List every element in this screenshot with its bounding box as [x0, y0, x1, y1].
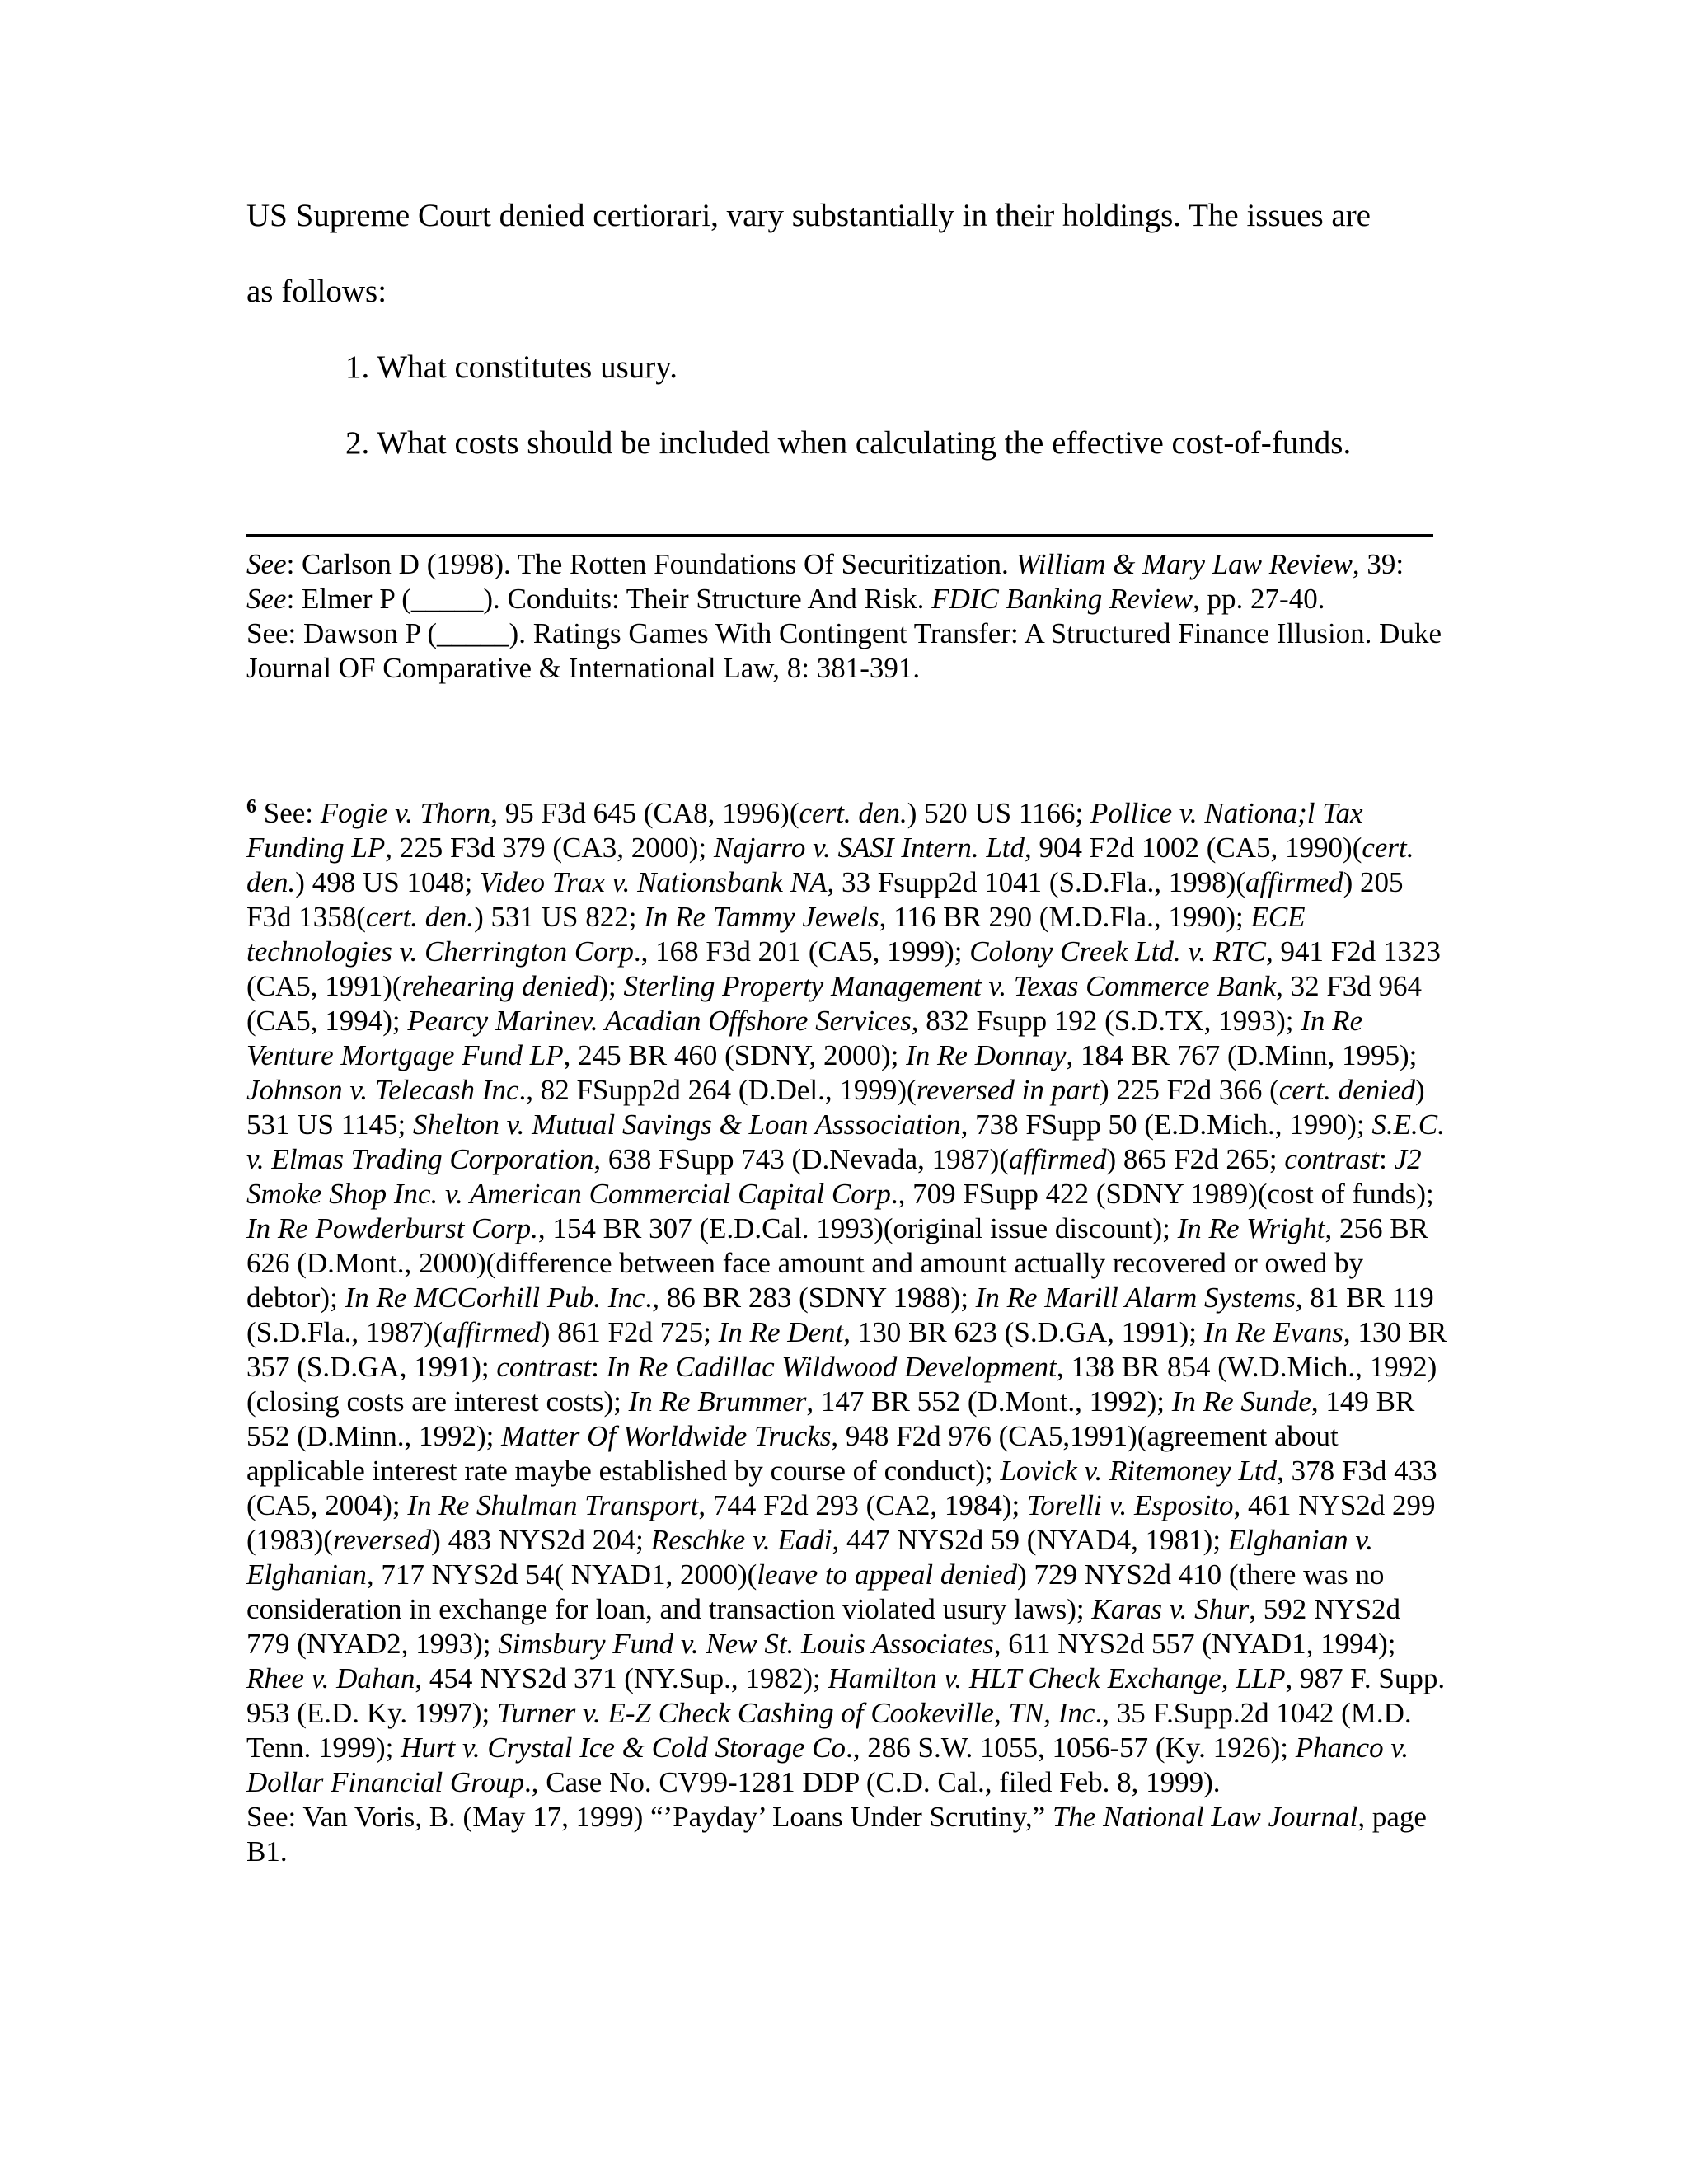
italic-run: Lovick v. Ritemoney Ltd	[1000, 1455, 1278, 1487]
text-run: , 184 BR 767 (D.Minn, 1995);	[1066, 1039, 1418, 1071]
italic-run: Torelli v. Esposito	[1026, 1489, 1234, 1521]
text-run: , 904 F2d 1002 (CA5, 1990)(	[1025, 832, 1362, 864]
text-run: , 116 BR 290 (M.D.Fla., 1990);	[879, 901, 1251, 933]
italic-run: In Re Evans	[1203, 1316, 1343, 1348]
text-run: ) 865 F2d 265;	[1106, 1143, 1285, 1175]
italic-run: In Re Marill Alarm Systems	[975, 1282, 1296, 1314]
italic-run: cert. den.	[365, 901, 475, 933]
text-run: , 154 BR 307 (E.D.Cal. 1993)(original issue discount);	[537, 1212, 1178, 1244]
text-run: 717 NYS2d 54( NYAD1, 2000)(	[373, 1558, 757, 1591]
italic-run: In Re Venture Mortgage Fund LP	[246, 1005, 1363, 1071]
italic-run: reversed in part	[916, 1074, 1100, 1106]
text-run: , pp. 27-40.	[1193, 583, 1325, 615]
text-run: , 447 NYS2d 59 (NYAD4, 1981);	[832, 1524, 1228, 1556]
text-run: , 39:	[1352, 548, 1404, 580]
text-run: , 256 BR 626 (D.Mont., 2000)(difference between face amount and amount actually recovered or owed by debtor);	[246, 1212, 1428, 1314]
footnote-6-text	[246, 790, 1450, 1800]
footnote-6-see-also	[246, 1800, 1450, 1869]
footnote-reference	[246, 616, 1450, 686]
footnote-6-citations	[246, 797, 1447, 1798]
italic-run: See	[246, 583, 287, 615]
italic-run: rehearing denied	[401, 970, 599, 1002]
text-run: ) 520 US 1166;	[907, 797, 1091, 829]
italic-run: In Re Cadillac Wildwood Development	[606, 1351, 1057, 1383]
text-run: , 130 BR 623 (S.D.GA, 1991);	[843, 1316, 1204, 1348]
italic-run: The National Law Journal	[1052, 1801, 1358, 1833]
text-run: , 638 FSupp 743 (D.Nevada, 1987)(	[593, 1143, 1009, 1175]
text-run: , 948 F2d 976 (CA5,1991)(agreement about applicable interest rate maybe established by course of conduct);	[246, 1420, 1339, 1487]
text-run: , 32 F3d 964 (CA5, 1994);	[246, 970, 1423, 1037]
text-run: ., 168 F3d 201 (CA5, 1999);	[633, 935, 970, 968]
text-run: );	[598, 970, 624, 1002]
italic-run: Najarro v. SASI Intern. Ltd	[713, 832, 1025, 864]
text-run: See:	[256, 797, 321, 829]
text-run: : Elmer P (_____). Conduits: Their Structure And Risk.	[286, 583, 932, 615]
body-paragraph-line: as follows:	[246, 274, 387, 309]
text-run: ., 35 F.Supp.2d 1042 (M.D. Tenn. 1999);	[246, 1697, 1412, 1764]
italic-run: Video Trax v. Nationsbank NA	[479, 866, 828, 898]
text-run: ., 286 S.W. 1055, 1056-57 (Ky. 1926);	[845, 1732, 1296, 1764]
text-run: ., 709 FSupp 422 (SDNY 1989)(cost of funds);	[890, 1178, 1434, 1210]
italic-run: In Re Wright	[1177, 1212, 1325, 1244]
text-run: ) 531 US 1145;	[246, 1074, 1425, 1141]
text-run: , 149 BR 552 (D.Minn., 1992);	[246, 1385, 1415, 1452]
text-run: ) 729 NYS2d 410 (there was no consideration in exchange for loan, and transaction violated usury laws);	[246, 1558, 1385, 1625]
italic-run: In Re Sunde	[1171, 1385, 1311, 1418]
footnote-reference	[246, 582, 1450, 616]
italic-run: Sterling Property Management v. Texas Commerce Bank	[623, 970, 1277, 1002]
text-run: , 245 BR 460 (SDNY, 2000);	[563, 1039, 907, 1071]
italic-run: affirmed	[1245, 866, 1343, 898]
italic-run: reversed	[332, 1524, 432, 1556]
italic-run: Rhee v. Dahan	[246, 1662, 415, 1694]
text-run: , 611 NYS2d 557 (NYAD1, 1994);	[993, 1628, 1396, 1660]
italic-run: FDIC Banking Review	[931, 583, 1193, 615]
italic-run: Reschke v. Eadi	[650, 1524, 832, 1556]
italic-run: TN, Inc	[1008, 1697, 1095, 1729]
footnote-6	[246, 790, 1450, 1869]
italic-run: Pollice v. Nationa;l Tax Funding LP	[246, 797, 1363, 864]
italic-run: cert. den.	[799, 797, 907, 829]
text-run: , 130 BR 357 (S.D.GA, 1991);	[246, 1316, 1447, 1383]
text-run: ) 205 F3d 1358(	[246, 866, 1404, 933]
text-run: , 138 BR 854 (W.D.Mich., 1992)(closing costs are interest costs);	[246, 1351, 1437, 1418]
text-run: , 738 FSupp 50 (E.D.Mich., 1990);	[960, 1108, 1372, 1141]
text-run: ., Case No. CV99-1281 DDP (C.D. Cal., filed Feb. 8, 1999).	[524, 1766, 1221, 1798]
italic-run: In Re Donnay	[906, 1039, 1067, 1071]
italic-run: In Re Brummer	[628, 1385, 807, 1418]
footnote-marker: 6	[246, 796, 256, 818]
text-run: , 454 NYS2d 371 (NY.Sup., 1982);	[415, 1662, 828, 1694]
italic-run: In Re Shulman Transport	[407, 1489, 699, 1521]
text-run: ) 531 US 822;	[474, 901, 645, 933]
italic-run: In Re Powderburst Corp.	[246, 1212, 538, 1244]
text-run: :	[1379, 1143, 1395, 1175]
italic-run: Colony Creek Ltd. v. RTC	[969, 935, 1266, 968]
text-run: See: Van Voris, B. (May 17, 1999) “’Payday’ Loans Under Scrutiny,”	[246, 1801, 1053, 1833]
italic-run: leave to appeal denied	[757, 1558, 1018, 1591]
body-paragraph-line: US Supreme Court denied certiorari, vary substantially in their holdings. The issues are	[246, 198, 1371, 233]
text-run: ., 82 FSupp2d 264 (D.Del., 1999)(	[518, 1074, 917, 1106]
text-run: , 81 BR 119 (S.D.Fla., 1987)(	[246, 1282, 1434, 1348]
footnote-separator	[246, 534, 1433, 537]
italic-run: ECE technologies v. Cherrington Corp	[246, 901, 1306, 968]
footnote-continuation	[246, 547, 1450, 686]
italic-run: affirmed	[1008, 1143, 1107, 1175]
italic-run: Matter Of Worldwide Trucks	[501, 1420, 832, 1452]
text-run: , 147 BR 552 (D.Mont., 1992);	[806, 1385, 1172, 1418]
italic-run: Fogie v. Thorn	[320, 797, 491, 829]
text-run: : Carlson D (1998). The Rotten Foundations Of Securitization.	[286, 548, 1016, 580]
text-run: , 461 NYS2d 299 (1983)(	[246, 1489, 1436, 1556]
text-run: ) 861 F2d 725;	[540, 1316, 719, 1348]
issue-list-item-1: 1. What constitutes usury.	[345, 349, 678, 385]
text-run: , 744 F2d 293 (CA2, 1984);	[698, 1489, 1027, 1521]
italic-run: Pearcy Marinev. Acadian Offshore Services	[407, 1005, 912, 1037]
issue-list-item-2: 2. What costs should be included when calculating the effective cost-of-funds.	[345, 425, 1352, 461]
italic-run: cert. denied	[1278, 1074, 1415, 1106]
text-run: See: Dawson P (_____). Ratings Games With Contingent Transfer: A Structured Finance Illusion. Duke Journal OF Comparative & International Law, 8: 381-391.	[246, 617, 1442, 684]
italic-run: contrast	[1284, 1143, 1380, 1175]
text-run: :	[591, 1351, 607, 1383]
text-run: ., 86 BR 283 (SDNY 1988);	[645, 1282, 976, 1314]
italic-run: In Re Tammy Jewels	[644, 901, 879, 933]
italic-run: cert. den.	[246, 832, 1414, 898]
italic-run: contrast	[496, 1351, 592, 1383]
italic-run: Shelton v. Mutual Savings & Loan Asssociation	[412, 1108, 961, 1141]
text-run: ) 498 US 1048;	[295, 866, 480, 898]
italic-run: J2 Smoke Shop Inc. v. American Commercial Capital Corp	[246, 1143, 1422, 1210]
italic-run: Karas v. Shur	[1091, 1593, 1250, 1625]
italic-run: See	[246, 548, 287, 580]
footnote-reference	[246, 547, 1450, 582]
italic-run: S.E.C. v. Elmas Trading Corporation	[246, 1108, 1445, 1175]
text-run: , 95 F3d 645 (CA8, 1996)(	[490, 797, 799, 829]
italic-run: Simsbury Fund v. New St. Louis Associates	[498, 1628, 994, 1660]
italic-run: Johnson v. Telecash Inc	[246, 1074, 519, 1106]
text-run: , 987 F. Supp. 953 (E.D. Ky. 1997);	[246, 1662, 1446, 1729]
text-run: ) 483 NYS2d 204;	[431, 1524, 651, 1556]
italic-run: Turner v. E-Z Check Cashing of Cookeville	[496, 1697, 994, 1729]
text-run: ,	[993, 1697, 1009, 1729]
italic-run: In Re MCCorhill Pub. Inc	[345, 1282, 645, 1314]
text-run: , 225 F3d 379 (CA3, 2000);	[385, 832, 714, 864]
italic-run: Hamilton v. HLT Check Exchange, LLP	[828, 1662, 1286, 1694]
italic-run: Elghanian v. Elghanian,	[246, 1524, 1374, 1591]
text-run: , 832 Fsupp 192 (S.D.TX, 1993);	[911, 1005, 1301, 1037]
text-run: , 33 Fsupp2d 1041 (S.D.Fla., 1998)(	[827, 866, 1246, 898]
text-run: , 941 F2d 1323 (CA5, 1991)(	[246, 935, 1441, 1002]
italic-run: Hurt v. Crystal Ice & Cold Storage Co	[401, 1732, 846, 1764]
italic-run: In Re Dent	[718, 1316, 844, 1348]
text-run: , 592 NYS2d 779 (NYAD2, 1993);	[246, 1593, 1401, 1660]
italic-run: William & Mary Law Review	[1015, 548, 1353, 580]
italic-run: affirmed	[443, 1316, 541, 1348]
italic-run: Phanco v. Dollar Financial Group	[246, 1732, 1409, 1798]
text-run: ) 225 F2d 366 (	[1099, 1074, 1279, 1106]
text-run: , 378 F3d 433 (CA5, 2004);	[246, 1455, 1437, 1521]
text-run: , page B1.	[246, 1801, 1427, 1868]
